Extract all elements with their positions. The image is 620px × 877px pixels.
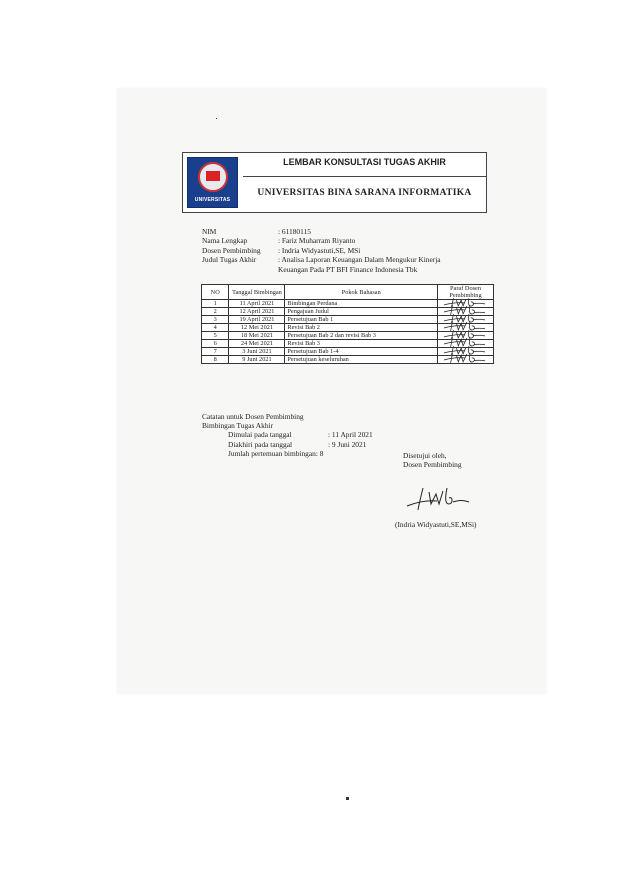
info-label: Dosen Pembimbing <box>202 245 261 255</box>
notes-item <box>202 430 373 439</box>
cell-topic: Pengajuan Judul <box>285 308 438 316</box>
cell-no: 4 <box>202 324 229 332</box>
notes-label: Dimulai pada tanggal <box>228 430 292 440</box>
supervisor-signature <box>403 482 473 516</box>
page-mark <box>346 797 349 800</box>
cell-topic: Revisi Bab 2 <box>285 324 438 332</box>
info-row <box>202 255 441 264</box>
info-label: NIM <box>202 227 217 236</box>
notes-item <box>202 440 373 449</box>
info-value-continued: Keuangan Pada PT BFI Finance Indonesia Tbk <box>278 264 418 274</box>
cell-no: 3 <box>202 316 229 324</box>
student-info <box>202 227 441 274</box>
cell-no: 8 <box>202 356 229 364</box>
notes-item <box>202 449 373 458</box>
notes-label: Diakhiri pada tanggal <box>228 439 293 449</box>
cell-date: 24 Mei 2021 <box>229 340 285 348</box>
notes-value: : 11 April 2021 <box>328 430 373 440</box>
cell-topic: Persetujuan Bab 2 dan revisi Bab 3 <box>285 332 438 340</box>
logo-text: UNIVERSITAS <box>194 197 231 203</box>
cell-topic: Revisi Bab 3 <box>285 340 438 348</box>
cell-date: 3 Juni 2021 <box>229 348 285 356</box>
notes-label: Jumlah pertemuan bimbingan <box>228 448 316 458</box>
info-value: : Analisa Laporan Keuangan Dalam Mengukur Kinerja <box>278 255 441 265</box>
info-label: Nama Lengkap <box>202 236 248 246</box>
paraf-signature <box>442 352 488 366</box>
document-header <box>182 152 487 213</box>
consultation-table <box>201 284 494 364</box>
info-value: : Fariz Muharram Riyanto <box>278 236 356 246</box>
info-label: Judul Tugas Akhir <box>202 255 257 265</box>
col-header-no: NO <box>202 285 229 300</box>
header-divider <box>243 176 486 177</box>
cell-date: 12 Mei 2021 <box>229 324 285 332</box>
cell-topic: Persetujuan Bab 1 <box>285 316 438 324</box>
cell-signature <box>438 356 494 364</box>
col-header-topic: Pokok Bahasan <box>285 285 438 300</box>
signer-name: (Indria Widyastuti,SE,MSi) <box>395 520 477 529</box>
university-logo <box>187 157 238 208</box>
col-header-date: Tanggal Bimbingan <box>229 285 285 300</box>
notes-subheading: Bimbingan Tugas Akhir <box>202 421 274 431</box>
cell-date: 9 Juni 2021 <box>229 356 285 364</box>
info-value: : 61180115 <box>278 227 311 236</box>
scanned-document <box>117 88 546 694</box>
cell-topic: Bimbingan Perdana <box>285 300 438 308</box>
scan-speck <box>216 118 217 119</box>
university-name: UNIVERSITAS BINA SARANA INFORMATIKA <box>257 188 472 198</box>
cell-topic: Persetujuan keseluruhan <box>285 356 438 364</box>
notes-heading: Catatan untuk Dosen Pembimbing <box>202 412 304 421</box>
logo-emblem-icon <box>198 162 228 192</box>
cell-date: 18 Mei 2021 <box>229 332 285 340</box>
col-header-sign: Paraf Dosen Pembimbing <box>438 285 494 300</box>
table-row <box>202 356 494 364</box>
approval-role: Dosen Pembimbing <box>403 460 462 470</box>
info-row <box>202 236 441 245</box>
approval-line: Disetujui oleh, <box>403 451 447 460</box>
cell-date: 11 April 2021 <box>229 300 285 308</box>
info-row <box>202 227 441 236</box>
notes-value: : 8 <box>315 448 324 458</box>
cell-topic: Persetujuan Bab 1-4 <box>285 348 438 356</box>
document-title: LEMBAR KONSULTASI TUGAS AKHIR <box>283 157 446 167</box>
info-row <box>202 246 441 255</box>
cell-no: 2 <box>202 308 229 316</box>
supervisor-notes <box>202 412 373 458</box>
cell-no: 5 <box>202 332 229 340</box>
approval-block <box>403 451 462 470</box>
cell-date: 12 April 2021 <box>229 308 285 316</box>
cell-no: 6 <box>202 340 229 348</box>
notes-value: : 9 Juni 2021 <box>328 439 367 449</box>
cell-no: 7 <box>202 348 229 356</box>
cell-date: 19 April 2021 <box>229 316 285 324</box>
info-value: : Indria Widyastuti,SE, MSi <box>278 245 361 255</box>
cell-no: 1 <box>202 300 229 308</box>
